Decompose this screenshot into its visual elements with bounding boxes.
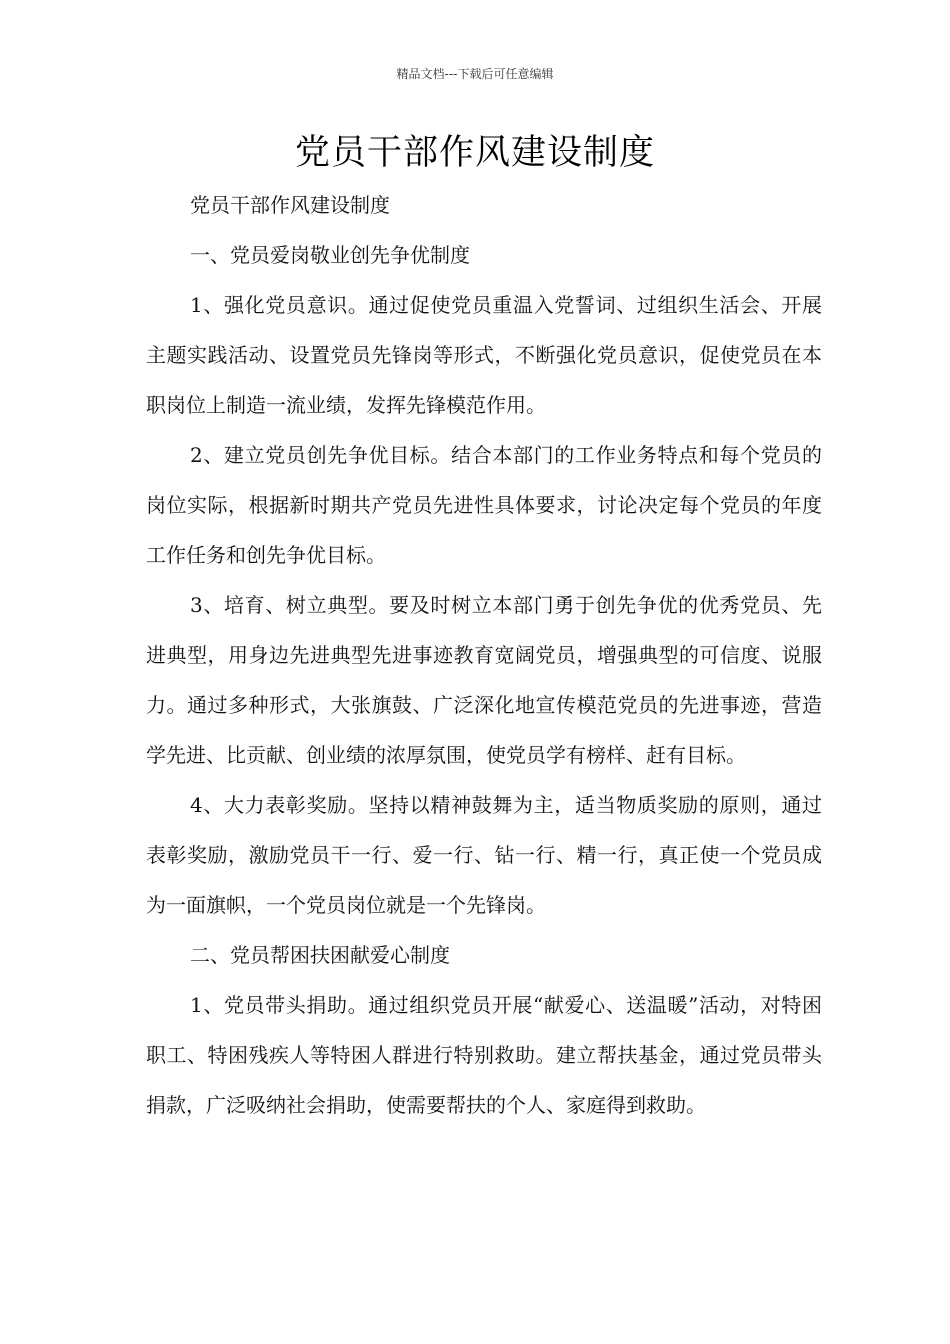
paragraph: 2、建立党员创先争优目标。结合本部门的工作业务特点和每个党员的岗位实际，根据新时期共产党员先进性具体要求，讨论决定每个党员的年度工作任务和创先争优目标。 (146, 443, 822, 567)
paragraph: 1、强化党员意识。通过促使党员重温入党誓词、过组织生活会、开展主题实践活动、设置党员先锋岗等形式，不断强化党员意识，促使党员在本职岗位上制造一流业绩，发挥先锋模范作用。 (146, 293, 822, 417)
paragraph: 1、党员带头捐助。通过组织党员开展“献爱心、送温暖”活动，对特困职工、特困残疾人等特困人群进行特别救助。建立帮扶基金，通过党员带头捐款，广泛吸纳社会捐助，使需要帮扶的个人、家庭得到救助。 (146, 993, 822, 1117)
document-body (146, 180, 822, 1130)
section-heading-1: 一、党员爱岗敬业创先争优制度 (190, 243, 470, 267)
paragraph: 3、培育、树立典型。要及时树立本部门勇于创先争优的优秀党员、先进典型，用身边先进典型先进事迹教育宽阔党员，增强典型的可信度、说服力。通过多种形式，大张旗鼓、广泛深化地宣传模范党员的先进事迹，营造学先进、比贡献、创业绩的浓厚氛围，使党员学有榜样、赶有目标。 (146, 593, 822, 767)
section-heading-2: 二、党员帮困扶困献爱心制度 (190, 943, 450, 967)
paragraph: 4、大力表彰奖励。坚持以精神鼓舞为主，适当物质奖励的原则，通过表彰奖励，激励党员干一行、爱一行、钻一行、精一行，真正使一个党员成为一面旗帜，一个党员岗位就是一个先锋岗。 (146, 793, 822, 917)
page-watermark: 精品文档---下载后可任意编辑 (396, 67, 554, 81)
paragraph-subtitle: 党员干部作风建设制度 (190, 193, 390, 217)
document-title: 党员干部作风建设制度 (294, 133, 655, 173)
